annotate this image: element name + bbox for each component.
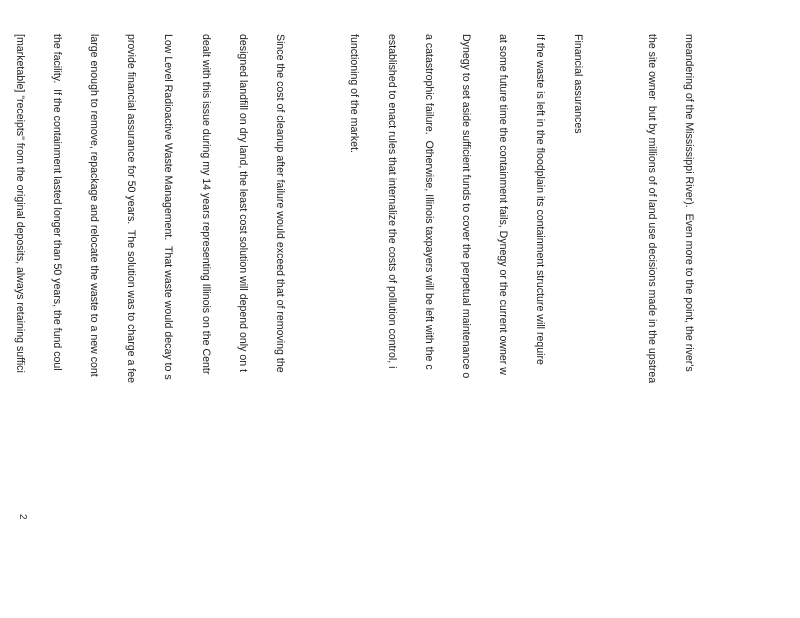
paragraph-line: meandering of the Mississippi River). Even more to the point, the river's: [683, 34, 696, 372]
paragraph-line: at some future time the containment fails, Dynegy or the current owner w: [497, 34, 510, 375]
paragraph-line: the site owner but by millions of of land use decisions made in the upstrea: [645, 34, 658, 384]
paragraph-line: Since the cost of cleanup after failure would exceed that of removing the: [273, 34, 286, 373]
paragraph-line: a catastrophic failure. Otherwise, Illinois taxpayers will be left with the c: [422, 34, 435, 370]
section-heading-financial: Financial assurances: [571, 34, 584, 134]
paragraph-line: If the waste is left in the floodplain its containment structure will require: [534, 34, 547, 365]
paragraph-line: Dynegy to set aside sufficient funds to cover the perpetual maintenance o: [459, 34, 472, 379]
paragraph-line: functioning of the market.: [348, 34, 361, 153]
paragraph-line: established to enact rules that internalize the costs of pollution control, i: [385, 34, 398, 369]
paragraph-line: designed landfill on dry land, the least cost solution will depend only on t: [236, 34, 249, 373]
paragraph-line: [marketable] "receipts" from the original deposits, always retaining suffici: [13, 34, 26, 373]
letter-body: [13, 34, 720, 618]
paragraph-line: dealt with this issue during my 14 years representing Illinois on the Centr: [199, 34, 212, 375]
paragraph-line: Low Level Radioactive Waste Management. That waste would decay to s: [162, 34, 175, 380]
paragraph-line: large enough to remove, repackage and relocate the waste to a new cont: [87, 34, 100, 377]
page-number: 2: [17, 514, 28, 520]
paragraph-line: the facility. If the containment lasted longer than 50 years, the fund coul: [50, 34, 63, 371]
paragraph-line: provide financial assurance for 50 years. The solution was to charge a fee: [125, 34, 138, 384]
